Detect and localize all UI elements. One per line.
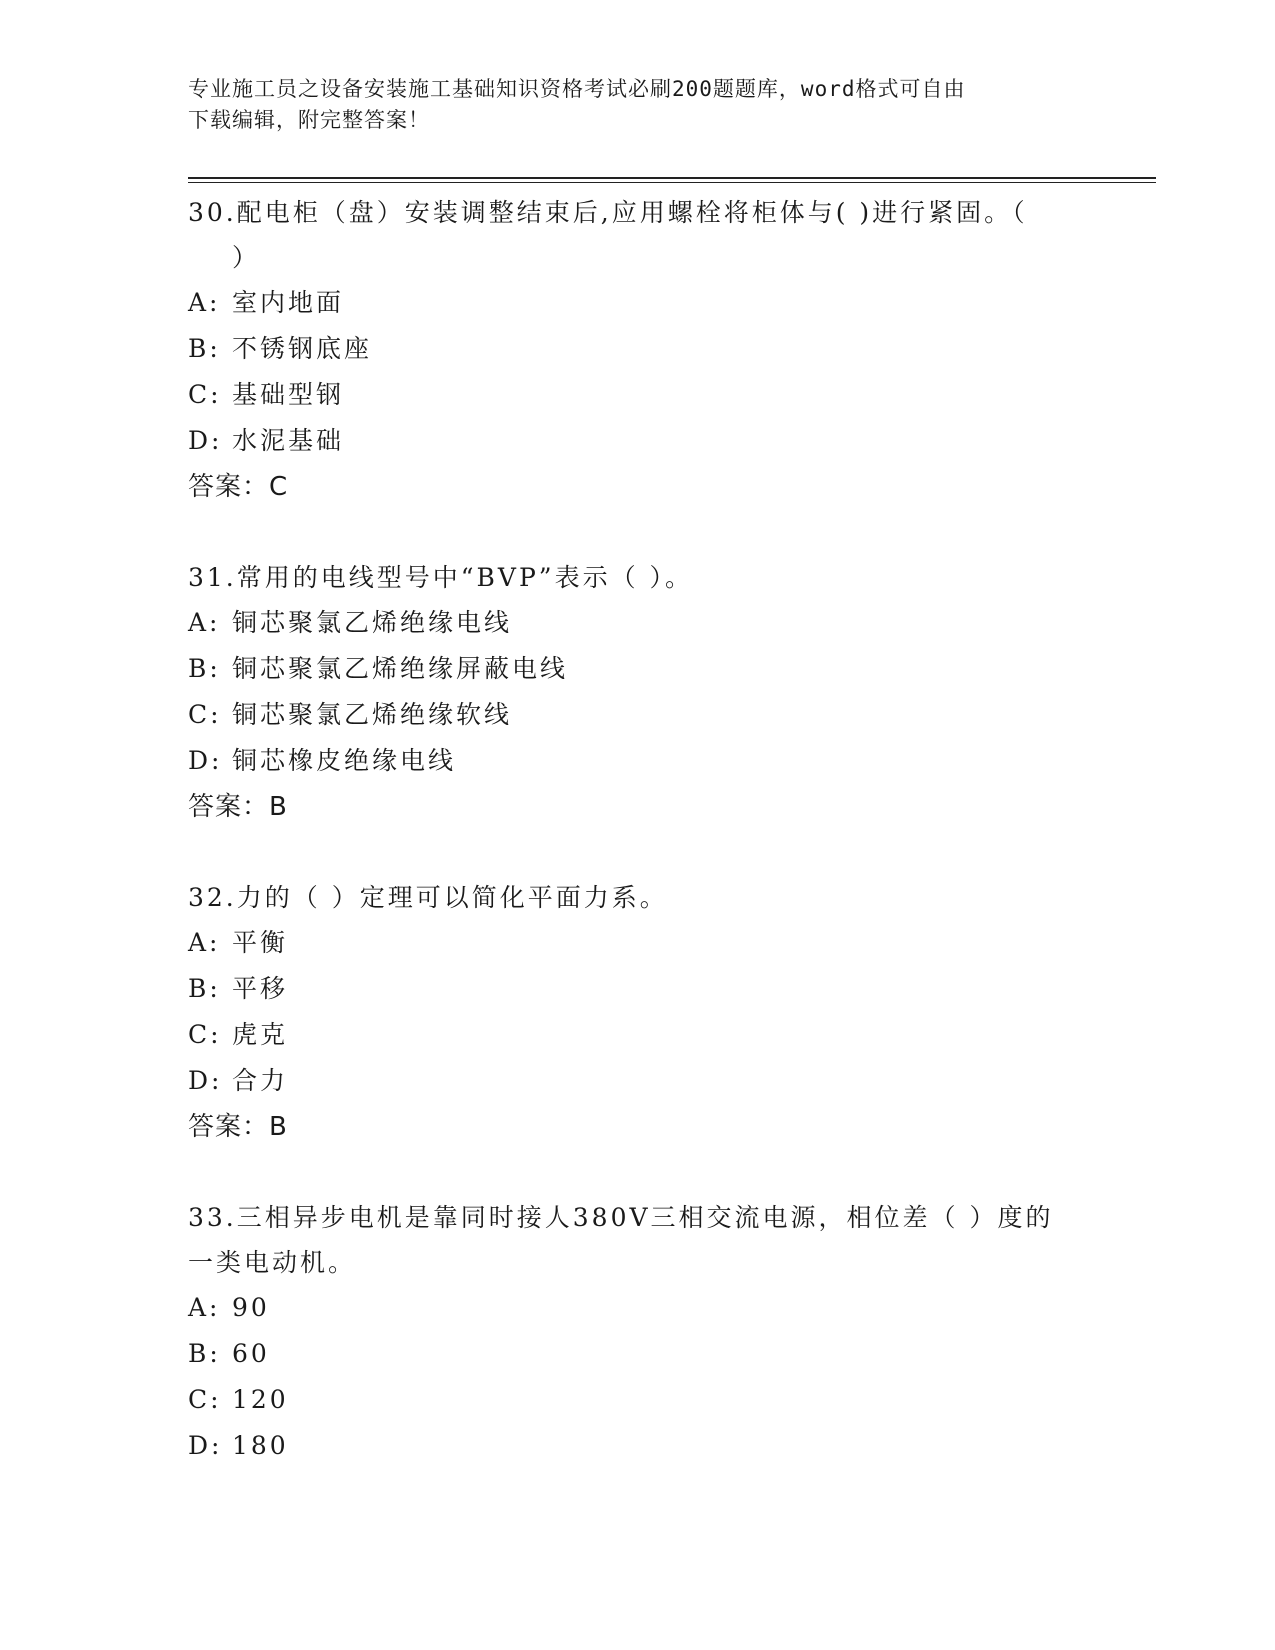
header-line-1: 专业施工员之设备安装施工基础知识资格考试必刷200题题库，word格式可自由: [188, 77, 966, 101]
answer-label: 答案：: [188, 472, 270, 502]
option-letter: A:: [188, 608, 221, 637]
option-text: 平衡: [232, 928, 289, 957]
option-text: 平移: [232, 974, 289, 1003]
option-text: 60: [232, 1339, 270, 1368]
option-letter: A:: [188, 288, 221, 317]
answer-line: [188, 464, 1088, 510]
option-letter: C:: [188, 700, 222, 729]
answer-label: 答案：: [188, 792, 270, 822]
answer-value: C: [269, 472, 289, 502]
option-letter: C:: [188, 1385, 222, 1414]
option-letter: D:: [188, 746, 223, 775]
option-letter: C:: [188, 1020, 222, 1049]
option-text: 基础型钢: [232, 380, 345, 409]
option-letter: D:: [188, 1431, 223, 1460]
question-stem-line-1: 30.配电柜（盘）安装调整结束后,应用螺栓将柜体与( )进行紧固。（: [188, 198, 1028, 227]
question-stem: [188, 555, 1088, 600]
option-d: [188, 1423, 1088, 1469]
header-line-2: 下载编辑，附完整答案！: [188, 108, 430, 132]
header-divider-thick: [188, 177, 1156, 179]
option-text: 铜芯聚氯乙烯绝缘屏蔽电线: [232, 654, 569, 683]
option-letter: B:: [188, 334, 221, 363]
option-a: [188, 1285, 1088, 1331]
option-letter: C:: [188, 380, 222, 409]
option-a: [188, 600, 1088, 646]
question-list: [188, 190, 1088, 1514]
option-b: [188, 1331, 1088, 1377]
question-30: [188, 190, 1088, 510]
option-a: [188, 280, 1088, 326]
option-text: 铜芯聚氯乙烯绝缘软线: [232, 700, 513, 729]
option-d: [188, 418, 1088, 464]
question-stem-line-2: ）: [232, 243, 261, 272]
option-text: 合力: [232, 1066, 289, 1095]
question-stem: [188, 875, 1088, 920]
option-a: [188, 920, 1088, 966]
option-d: [188, 1058, 1088, 1104]
option-c: [188, 372, 1088, 418]
answer-line: [188, 1104, 1088, 1150]
option-text: 铜芯聚氯乙烯绝缘电线: [232, 608, 513, 637]
question-31: [188, 555, 1088, 830]
option-c: [188, 692, 1088, 738]
question-stem: [188, 190, 1088, 280]
option-text: 90: [232, 1293, 270, 1322]
option-letter: D:: [188, 426, 223, 455]
header-divider-thin: [188, 182, 1156, 183]
option-d: [188, 738, 1088, 784]
answer-value: B: [269, 1112, 288, 1142]
option-letter: B:: [188, 654, 221, 683]
option-c: [188, 1012, 1088, 1058]
option-text: 室内地面: [232, 288, 345, 317]
option-b: [188, 966, 1088, 1012]
answer-value: B: [269, 792, 288, 822]
option-text: 120: [232, 1385, 289, 1414]
question-stem-line-1: 33.三相异步电机是靠同时接人380V三相交流电源，相位差（ ）度的: [188, 1203, 1054, 1232]
option-letter: A:: [188, 1293, 221, 1322]
answer-label: 答案：: [188, 1112, 270, 1142]
option-b: [188, 326, 1088, 372]
question-stem: [188, 1195, 1088, 1285]
option-text: 水泥基础: [232, 426, 345, 455]
option-letter: B:: [188, 974, 221, 1003]
question-stem-line-1: 31.常用的电线型号中“BVP”表示（ ）。: [188, 563, 694, 592]
option-text: 铜芯橡皮绝缘电线: [232, 746, 457, 775]
option-letter: D:: [188, 1066, 223, 1095]
question-stem-line-1: 32.力的（ ）定理可以简化平面力系。: [188, 883, 668, 912]
answer-line: [188, 784, 1088, 830]
option-b: [188, 646, 1088, 692]
question-stem-line-2: 一类电动机。: [188, 1248, 357, 1277]
question-32: [188, 875, 1088, 1150]
option-text: 虎克: [232, 1020, 289, 1049]
option-letter: B:: [188, 1339, 221, 1368]
document-header: [188, 74, 1068, 136]
option-letter: A:: [188, 928, 221, 957]
option-text: 180: [232, 1431, 289, 1460]
question-33: [188, 1195, 1088, 1469]
option-c: [188, 1377, 1088, 1423]
option-text: 不锈钢底座: [232, 334, 373, 363]
